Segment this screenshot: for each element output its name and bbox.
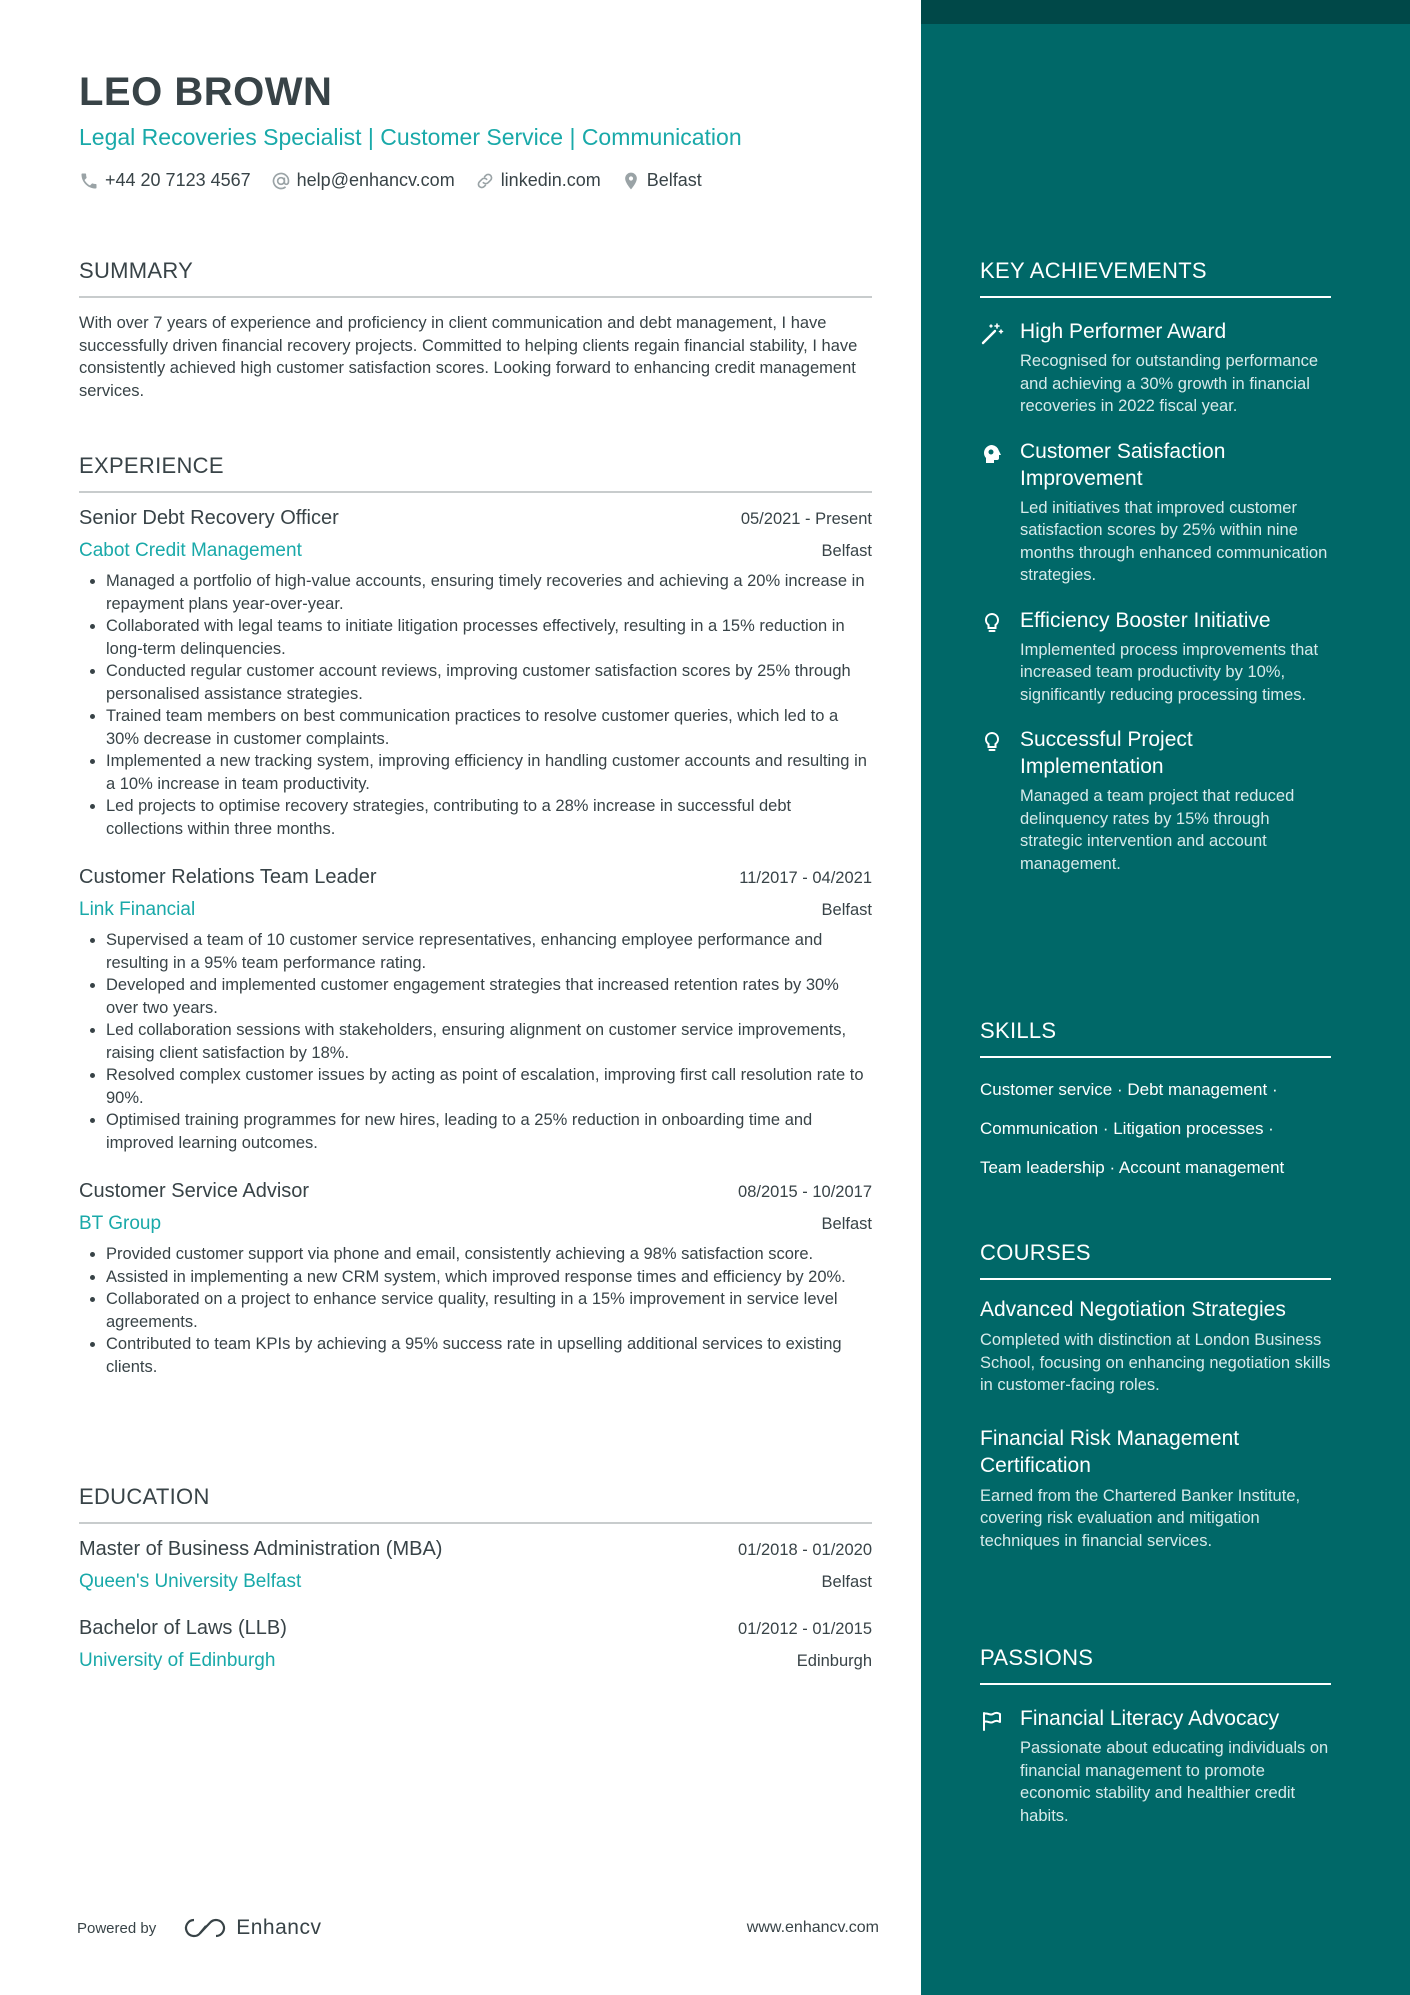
- achievement-item: [980, 438, 1331, 587]
- experience-section: [79, 453, 872, 1378]
- passion-desc: Passionate about educating individuals on financial management to promote economic stability and healthier credit habits.: [1020, 1739, 1329, 1825]
- education-entry: [79, 1617, 872, 1672]
- education-location: Belfast: [821, 1573, 872, 1591]
- skills-title: SKILLS: [980, 1018, 1331, 1058]
- degree: Master of Business Administration (MBA): [79, 1538, 443, 1560]
- achievement-desc: Managed a team project that reduced delinquency rates by 15% through strategic intervention and account management.: [1020, 787, 1295, 873]
- website-link[interactable]: www.enhancv.com: [746, 1919, 879, 1936]
- achievement-item: [980, 318, 1331, 418]
- achievement-title: Efficiency Booster Initiative: [1020, 608, 1271, 632]
- bullet-item: • Trained team members on best communication practices to resolve customer queries, which led to a 30% decrease in customer complaints.: [106, 705, 872, 750]
- bullet-item: • Contributed to team KPIs by achieving a 95% success rate in upselling additional services to existing clients.: [106, 1333, 872, 1378]
- lightbulb-icon: [980, 730, 1004, 754]
- linkedin-link[interactable]: linkedin.com: [500, 170, 601, 190]
- job-title: Customer Relations Team Leader: [79, 866, 377, 888]
- achievement-item: [980, 607, 1331, 707]
- job-entry: [79, 866, 872, 1154]
- skill-line: Customer service · Debt management ·: [980, 1080, 1278, 1099]
- skills-list: [980, 1070, 1331, 1187]
- job-location: Belfast: [821, 542, 872, 560]
- bullet-item: • Collaborated on a project to enhance service quality, resulting in a 15% improvement in service level agreements.: [106, 1288, 872, 1333]
- powered-by: [77, 1916, 321, 1940]
- at-icon: [271, 171, 291, 191]
- contact-linkedin: [475, 170, 601, 191]
- summary-section: [79, 258, 872, 402]
- lightbulb-icon: [980, 611, 1004, 635]
- sidebar-top-bar: [921, 0, 1410, 24]
- bullet-item: • Assisted in implementing a new CRM system, which improved response times and efficiency by 20%.: [106, 1266, 872, 1289]
- achievement-title: Successful Project Implementation: [1020, 728, 1193, 778]
- job-title: Customer Service Advisor: [79, 1180, 310, 1202]
- location-text: Belfast: [646, 170, 702, 190]
- achievement-desc: Led initiatives that improved customer satisfaction scores by 25% within nine months through enhanced communication strategies.: [1020, 498, 1328, 584]
- course-item: [980, 1296, 1331, 1397]
- enhancv-logo[interactable]: [182, 1916, 321, 1940]
- education-section: [79, 1484, 872, 1672]
- contact-email: [271, 170, 455, 191]
- skills-section: [980, 1018, 1331, 1187]
- candidate-name: LEO BROWN: [79, 70, 333, 114]
- bullet-item: • Conducted regular customer account reviews, improving customer satisfaction scores by 25% through personalised assistance strategies.: [106, 660, 872, 705]
- bullet-item: • Provided customer support via phone and email, consistently achieving a 98% satisfaction score.: [106, 1243, 872, 1266]
- passions-title: PASSIONS: [980, 1645, 1331, 1685]
- job-date: 08/2015 - 10/2017: [738, 1183, 872, 1201]
- phone-icon: [79, 171, 99, 191]
- bullet-item: • Implemented a new tracking system, improving efficiency in handling customer accounts and resulting in a 10% increase in team productivity.: [106, 750, 872, 795]
- job-company: BT Group: [79, 1213, 162, 1234]
- job-location: Belfast: [821, 1215, 872, 1233]
- passion-item: [980, 1705, 1331, 1827]
- achievements-section: [980, 258, 1331, 875]
- courses-section: [980, 1240, 1331, 1552]
- achievements-title: KEY ACHIEVEMENTS: [980, 258, 1331, 298]
- degree: Bachelor of Laws (LLB): [79, 1617, 287, 1639]
- bullet-item: • Developed and implemented customer engagement strategies that increased retention rates by 30% over two years.: [106, 974, 872, 1019]
- education-title: EDUCATION: [79, 1484, 872, 1524]
- school: University of Edinburgh: [79, 1650, 276, 1671]
- passions-section: [980, 1645, 1331, 1827]
- phone-text[interactable]: +44 20 7123 4567: [105, 170, 251, 190]
- education-date: 01/2018 - 01/2020: [738, 1541, 872, 1559]
- contact-location: [621, 170, 702, 191]
- contact-phone: [79, 170, 251, 191]
- course-item: [980, 1425, 1331, 1553]
- job-date: 05/2021 - Present: [740, 510, 872, 528]
- magic-wand-icon: [980, 322, 1004, 346]
- bullet-item: • Collaborated with legal teams to initiate litigation processes effectively, resulting in a 15% reduction in long-term delinquencies.: [106, 615, 872, 660]
- achievement-item: [980, 726, 1331, 875]
- contact-info: [79, 170, 722, 191]
- headline: Legal Recoveries Specialist | Customer Service | Communication: [79, 124, 742, 150]
- job-date: 11/2017 - 04/2021: [739, 869, 872, 887]
- summary-title: SUMMARY: [79, 258, 872, 298]
- experience-title: EXPERIENCE: [79, 453, 872, 493]
- job-entry: [79, 1180, 872, 1378]
- job-bullets: [79, 929, 872, 1154]
- flag-icon: [980, 1709, 1004, 1733]
- skill-line: Communication · Litigation processes ·: [980, 1119, 1274, 1138]
- footer: [77, 1916, 879, 1940]
- school: Queen's University Belfast: [79, 1571, 302, 1592]
- bullet-item: • Resolved complex customer issues by acting as point of escalation, improving first call resolution rate to 90%.: [106, 1064, 872, 1109]
- achievement-desc: Implemented process improvements that increased team productivity by 10%, significantly reducing processing times.: [1020, 640, 1319, 704]
- email-link[interactable]: help@enhancv.com: [296, 170, 455, 190]
- course-desc: Completed with distinction at London Business School, focusing on enhancing negotiation skills in customer-facing roles.: [980, 1331, 1331, 1394]
- job-entry: [79, 507, 872, 840]
- job-company: Cabot Credit Management: [79, 540, 302, 561]
- job-location: Belfast: [821, 901, 872, 919]
- education-location: Edinburgh: [796, 1652, 872, 1670]
- skill-line: Team leadership · Account management: [980, 1158, 1285, 1177]
- bullet-item: • Supervised a team of 10 customer service representatives, enhancing employee performance and resulting in a 95% team performance rating.: [106, 929, 872, 974]
- courses-title: COURSES: [980, 1240, 1331, 1280]
- location-pin-icon: [621, 171, 641, 191]
- job-bullets: [79, 570, 872, 840]
- job-company: Link Financial: [79, 899, 196, 920]
- head-brain-icon: [980, 442, 1004, 466]
- course-desc: Earned from the Chartered Banker Institute, covering risk evaluation and mitigation techniques in financial services.: [980, 1486, 1301, 1550]
- sidebar: [921, 0, 1410, 1995]
- course-title: Advanced Negotiation Strategies: [980, 1298, 1286, 1321]
- enhancv-logo-icon: [182, 1916, 228, 1940]
- bullet-item: • Led projects to optimise recovery strategies, contributing to a 28% increase in successful debt collections within three months.: [106, 795, 872, 840]
- course-title: Financial Risk Management Certification: [980, 1426, 1240, 1477]
- achievement-title: Customer Satisfaction Improvement: [1020, 439, 1226, 490]
- job-bullets: [79, 1243, 872, 1378]
- achievement-title: High Performer Award: [1020, 320, 1227, 343]
- job-title: Senior Debt Recovery Officer: [79, 507, 339, 529]
- bullet-item: • Managed a portfolio of high-value accounts, ensuring timely recoveries and achieving a 20% increase in repayment plans year-over-year.: [106, 570, 872, 615]
- education-entry: [79, 1538, 872, 1593]
- enhancv-brand: Enhancv: [236, 1916, 322, 1939]
- powered-by-label: Powered by: [77, 1919, 157, 1937]
- bullet-item: • Led collaboration sessions with stakeholders, ensuring alignment on customer service improvements, raising client satisfaction by 18%.: [106, 1019, 872, 1064]
- bullet-item: • Optimised training programmes for new hires, leading to a 25% reduction in onboarding time and improved learning outcomes.: [106, 1109, 872, 1154]
- summary-text: With over 7 years of experience and proficiency in client communication and debt management, I have successfully driven financial recovery projects. Committed to helping clients regain financial stability, I have consistently achieved high customer satisfaction scores. Looking forward to enhancing credit management services.: [79, 314, 858, 400]
- education-date: 01/2012 - 01/2015: [738, 1620, 872, 1638]
- passion-title: Financial Literacy Advocacy: [1020, 1707, 1280, 1730]
- link-icon: [475, 171, 495, 191]
- achievement-desc: Recognised for outstanding performance and achieving a 30% growth in financial recoveries in 2022 fiscal year.: [1020, 352, 1319, 415]
